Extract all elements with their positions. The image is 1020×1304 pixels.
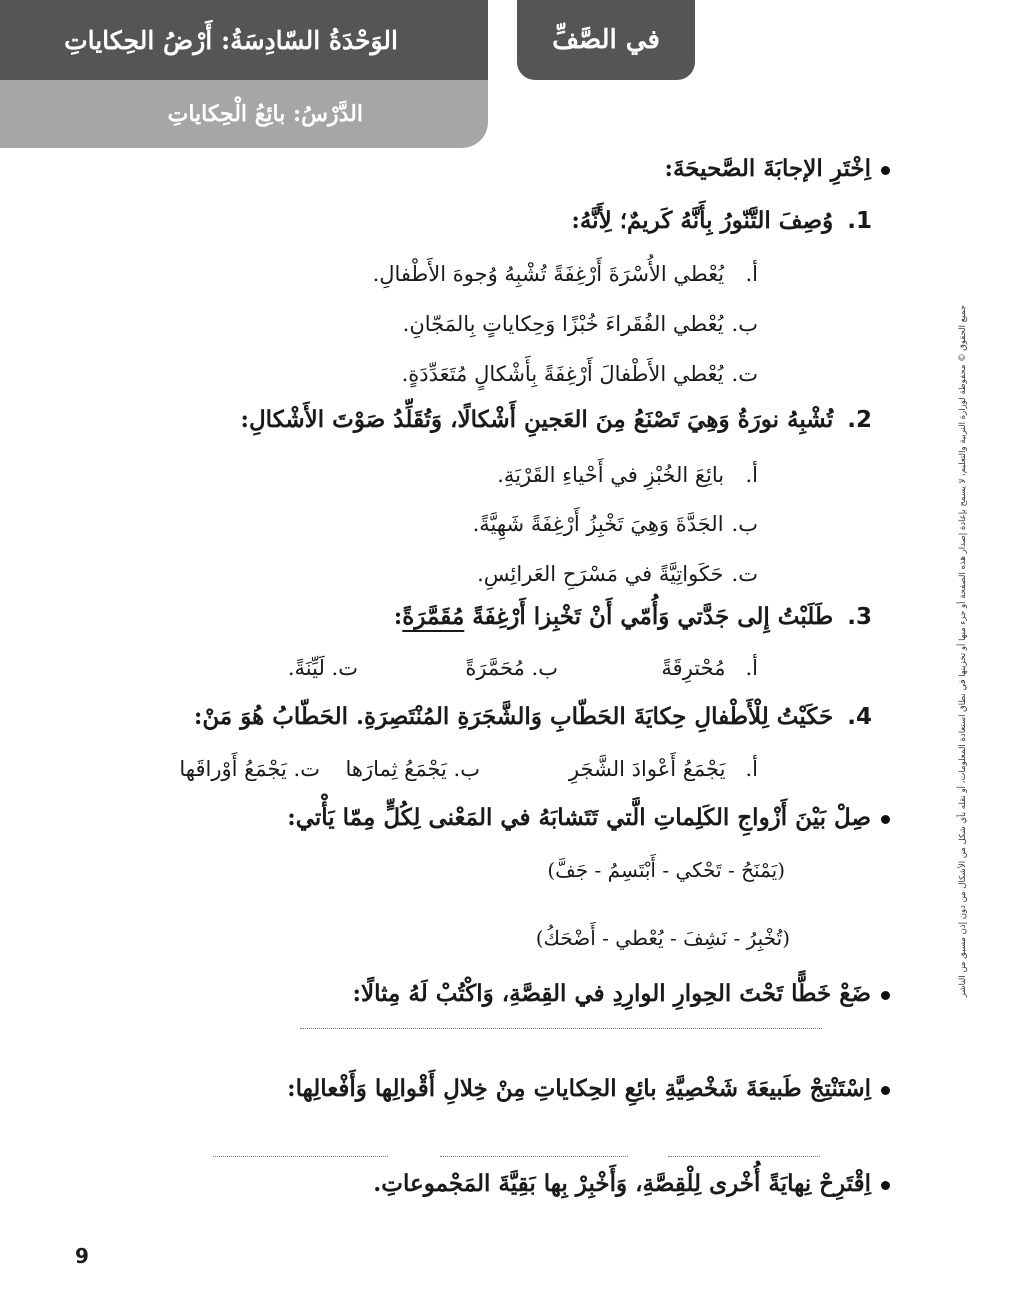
question-text: حَكَيْتُ لِلْأَطْفالِ حِكايَةَ الحَطّابِ وَالشَّجَرَةِ المُنْتَصِرَةِ. الحَطّابُ هُوَ مَنْ: [193, 703, 834, 730]
unit-title: الوَحْدَةُ السّادِسَةُ: أَرْضُ الحِكاياتِ [64, 25, 398, 55]
question-number: 4. [847, 704, 872, 730]
question-3: 3.طَلَبْتُ إِلى جَدَّتي وَأُمّي أَنْ تَخْبِزا أَرْغِفَةً مُقَمَّرَةً: [393, 603, 872, 630]
question-text: تُشْبِهُ نورَةُ وَهِيَ تَصْنَعُ مِنَ العَجينِ أَشْكالًا، وَتُقَلِّدُ صَوْتَ الأَشْكالِ: [240, 406, 834, 433]
lesson-title: الدَّرْسُ: بائِعُ الْحِكاياتِ [167, 101, 363, 127]
answer-line[interactable] [668, 1156, 820, 1157]
question-2-option-b: ب.الجَدَّةَ وَهِيَ تَخْبِزُ أَرْغِفَةً شَهِيَّةً. [472, 512, 758, 536]
word-list-2: (تُخْبِرُ - نَشِفَ - يُعْطي - أَضْحَكُ) [535, 926, 790, 950]
question-3-option-b: ب. مُحَمَّرَةً [465, 656, 558, 680]
match-words-instruction: صِلْ بَيْنَ أَزْواجِ الكَلِماتِ الَّتي تَتَشابَهُ في المَعْنى لِكُلٍّ مِمّا يَأْتي: [287, 804, 890, 831]
question-2-option-a: أ. بائِعَ الخُبْزِ في أَحْياءِ القَرْيَةِ. [497, 463, 758, 487]
question-number: 2. [847, 407, 872, 433]
question-3-option-a: أ. مُحْترِقَةً [661, 656, 758, 680]
question-2 [240, 406, 872, 433]
question-1-option-c: ت.يُعْطي الأَطْفالَ أَرْغِفَةً بِأَشْكالٍ مُتَعَدِّدَةٍ. [401, 362, 758, 386]
question-text: وُصِفَ التَّنّورُ بِأَنَّهُ كَريمٌ؛ لِأَنَّهُ: [571, 207, 834, 234]
bullet-icon [881, 1181, 890, 1190]
bullet-icon [881, 1086, 890, 1095]
question-4-option-c: ت. يَجْمَعُ أَوْراقَها [179, 757, 320, 781]
question-number: 1. [847, 208, 872, 234]
in-class-label: في الصَّفِّ [552, 25, 660, 55]
bullet-icon [881, 991, 890, 1000]
bullet-icon [881, 166, 890, 175]
question-text: طَلَبْتُ إِلى جَدَّتي وَأُمّي أَنْ تَخْبِزا أَرْغِفَةً [472, 603, 834, 630]
in-class-tab [517, 0, 695, 80]
question-3-option-c: ت. لَيِّنَةً. [287, 656, 358, 680]
character-instruction: اِسْتَنْتِجْ طَبيعَةَ شَخْصِيَّةِ بائِعِ الحِكاياتِ مِنْ خِلالِ أَقْوالِها وَأَفْعالِها: [287, 1075, 890, 1102]
question-4 [194, 703, 872, 730]
answer-line[interactable] [440, 1156, 628, 1157]
copyright-note: جميع الحقوق © محفوظة لوزارة التربية والتعليم، لا يسمح بإعادة إصدار هذه الصفحة أو جزء منها أو تخزينها في نطاق استعادة المعلومات، أو نقله بأي شكل من الأشكال من دون إذن مسبق من الناشر [958, 305, 968, 998]
suggest-ending-instruction: اِقْتَرِحْ نِهايَةً أُخْرى لِلْقِصَّةِ، وَأَخْبِرْ بِها بَقِيَّةَ المَجْموعاتِ. [373, 1170, 890, 1197]
question-1 [571, 207, 872, 234]
choose-answer-instruction: اِخْتَرِ الإجابَةَ الصَّحيحَةَ: [664, 155, 890, 182]
question-number: 3. [847, 604, 872, 630]
dialogue-instruction: ضَعْ خَطًّا تَحْتَ الحِوارِ الوارِدِ في القِصَّةِ، وَاكْتُبْ لَهُ مِثالًا: [353, 980, 891, 1007]
question-4-option-b: ب. يَجْمَعُ ثِمارَها [345, 757, 480, 781]
page-number: 9 [75, 1244, 89, 1268]
question-1-option-a: أ. يُعْطي الأُسْرَةَ أَرْغِفَةً تُشْبِهُ وُجوهَ الأَطْفالِ. [372, 262, 758, 286]
question-2-option-c: ت.حَكَواتِيَّةً في مَسْرَحِ العَرائِسِ. [477, 562, 758, 586]
underlined-word: مُقَمَّرَةً [402, 603, 465, 630]
lesson-title-banner [0, 80, 488, 148]
answer-line[interactable] [300, 1028, 822, 1029]
question-1-option-b: ب.يُعْطي الفُقَراءَ خُبْزًا وَحِكاياتٍ بِالمَجّانِ. [402, 312, 758, 336]
unit-title-banner [0, 0, 488, 80]
bullet-icon [881, 815, 890, 824]
question-4-option-a: أ. يَجْمَعُ أَعْوادَ الشَّجَرِ [568, 757, 758, 781]
word-list-1: (يَمْنَحُ - تَحْكي - أَبْتَسِمُ - جَفَّ) [547, 858, 785, 882]
answer-line[interactable] [213, 1156, 388, 1157]
